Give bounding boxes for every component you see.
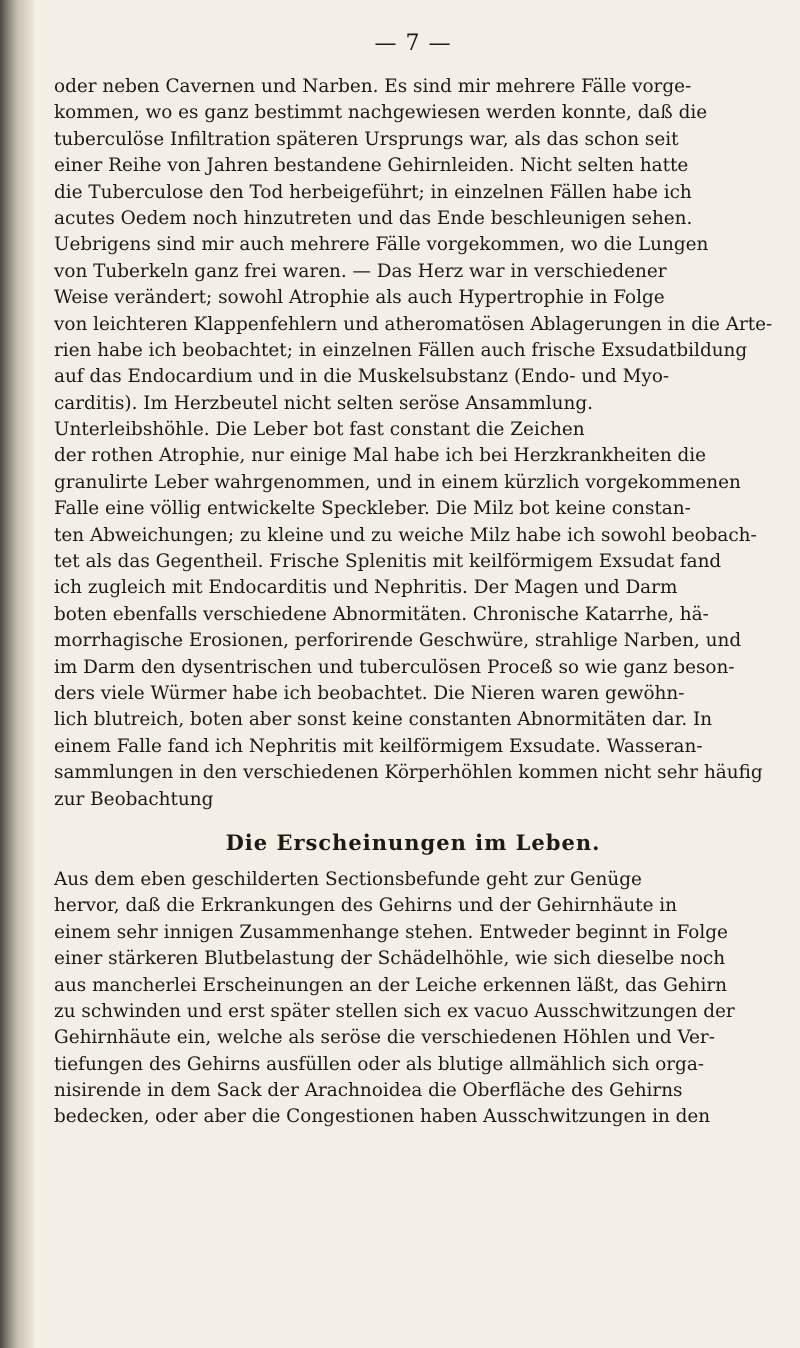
text-line: einer stärkeren Blutbelastung der Schädelhöhle, wie sich dieselbe noch <box>54 948 726 970</box>
text-line: hervor, daß die Erkrankungen des Gehirns und der Gehirnhäute in <box>54 895 678 917</box>
text-line: von Tuberkeln ganz frei waren. — Das Herz war in verschiedener <box>54 260 667 282</box>
text-line: sammlungen in den verschiedenen Körperhöhlen kommen nicht sehr häufig <box>54 762 763 784</box>
text-line: die Tuberculose den Tod herbeigeführt; in einzelnen Fällen habe ich <box>54 181 692 203</box>
text-line: einem sehr innigen Zusammenhange stehen. Entweder beginnt in Folge <box>54 921 728 943</box>
text-line: nisirende in dem Sack der Arachnoidea die Oberfläche des Gehirns <box>54 1080 683 1102</box>
text-line: Gehirnhäute ein, welche als seröse die verschiedenen Höhlen und Ver- <box>54 1027 715 1049</box>
text-line: ich zugleich mit Endocarditis und Nephritis. Der Magen und Darm <box>54 577 678 599</box>
text-line: lich blutreich, boten aber sonst keine constanten Abnormitäten dar. In <box>54 709 713 731</box>
text-line: bedecken, oder aber die Congestionen haben Ausschwitzungen in den <box>54 1106 711 1128</box>
text-line: kommen, wo es ganz bestimmt nachgewiesen werden konnte, daß die <box>54 102 708 124</box>
text-line: morrhagische Erosionen, perforirende Geschwüre, strahlige Narben, und <box>54 630 742 652</box>
text-line: boten ebenfalls verschiedene Abnormitäten. Chronische Katarrhe, hä- <box>54 603 709 625</box>
text-line: tet als das Gegentheil. Frische Splenitis mit keilförmigem Exsudat fand <box>54 551 722 573</box>
text-line: im Darm den dysentrischen und tuberculösen Proceß so wie ganz beson- <box>54 656 735 678</box>
text-line: Aus dem eben geschilderten Sectionsbefunde geht zur Genüge <box>54 868 642 890</box>
text-line: tiefungen des Gehirns ausfüllen oder als blutige allmählich sich orga- <box>54 1053 705 1075</box>
text-line: carditis). Im Herzbeutel nicht selten seröse Ansammlung. <box>54 392 593 414</box>
text-line: Falle eine völlig entwickelte Speckleber. Die Milz bot keine constan- <box>54 498 691 520</box>
text-line: Uebrigens sind mir auch mehrere Fälle vorgekommen, wo die Lungen <box>54 234 709 256</box>
text-line: tuberculöse Infiltration späteren Ursprungs war, als das schon seit <box>54 128 679 150</box>
text-line: oder neben Cavernen und Narben. Es sind mir mehrere Fälle vorge- <box>54 76 692 97</box>
paragraph-abdomen <box>54 417 772 813</box>
text-line: Weise verändert; sowohl Atrophie als auch Hypertrophie in Folge <box>54 287 665 309</box>
text-line: aus mancherlei Erscheinungen an der Leiche erkennen läßt, das Gehirn <box>54 974 728 996</box>
paragraph-lungs-heart <box>54 74 772 417</box>
text-line: zu schwinden und erst später stellen sich ex vacuo Ausschwitzungen der <box>54 1000 735 1022</box>
book-page <box>54 24 772 1131</box>
text-line: einem Falle fand ich Nephritis mit keilförmigem Exsudate. Wasseran- <box>54 735 703 757</box>
text-line: von leichteren Klappenfehlern und atheromatösen Ablagerungen in die Arte- <box>54 313 772 335</box>
text-line: der rothen Atrophie, nur einige Mal habe ich bei Herzkrankheiten die <box>54 445 707 467</box>
section-heading: Die Erscheinungen im Leben. <box>225 829 601 855</box>
book-binding-edge <box>0 0 34 1348</box>
text-line: auf das Endocardium und in die Muskelsubstanz (Endo- und Myo- <box>54 366 670 388</box>
text-line: rien habe ich beobachtet; in einzelnen Fällen auch frische Exsudatbildung <box>54 339 748 361</box>
text-line: acutes Oedem noch hinzutreten und das Ende beschleunigen sehen. <box>54 207 693 229</box>
text-line: ders viele Würmer habe ich beobachtet. Die Nieren waren gewöhn- <box>54 682 685 704</box>
page-number: — 7 — <box>374 31 452 56</box>
text-line: Unterleibshöhle. Die Leber bot fast constant die Zeichen <box>54 419 585 441</box>
text-line: granulirte Leber wahrgenommen, und in einem kürzlich vorgekommenen <box>54 471 741 493</box>
text-line: zur Beobachtung <box>54 788 214 810</box>
body-text <box>54 74 772 1131</box>
text-line: ten Abweichungen; zu kleine und zu weiche Milz habe ich sowohl beobach- <box>54 524 757 546</box>
text-line: einer Reihe von Jahren bestandene Gehirnleiden. Nicht selten hatte <box>54 155 689 177</box>
paragraph-symptoms <box>54 867 772 1131</box>
